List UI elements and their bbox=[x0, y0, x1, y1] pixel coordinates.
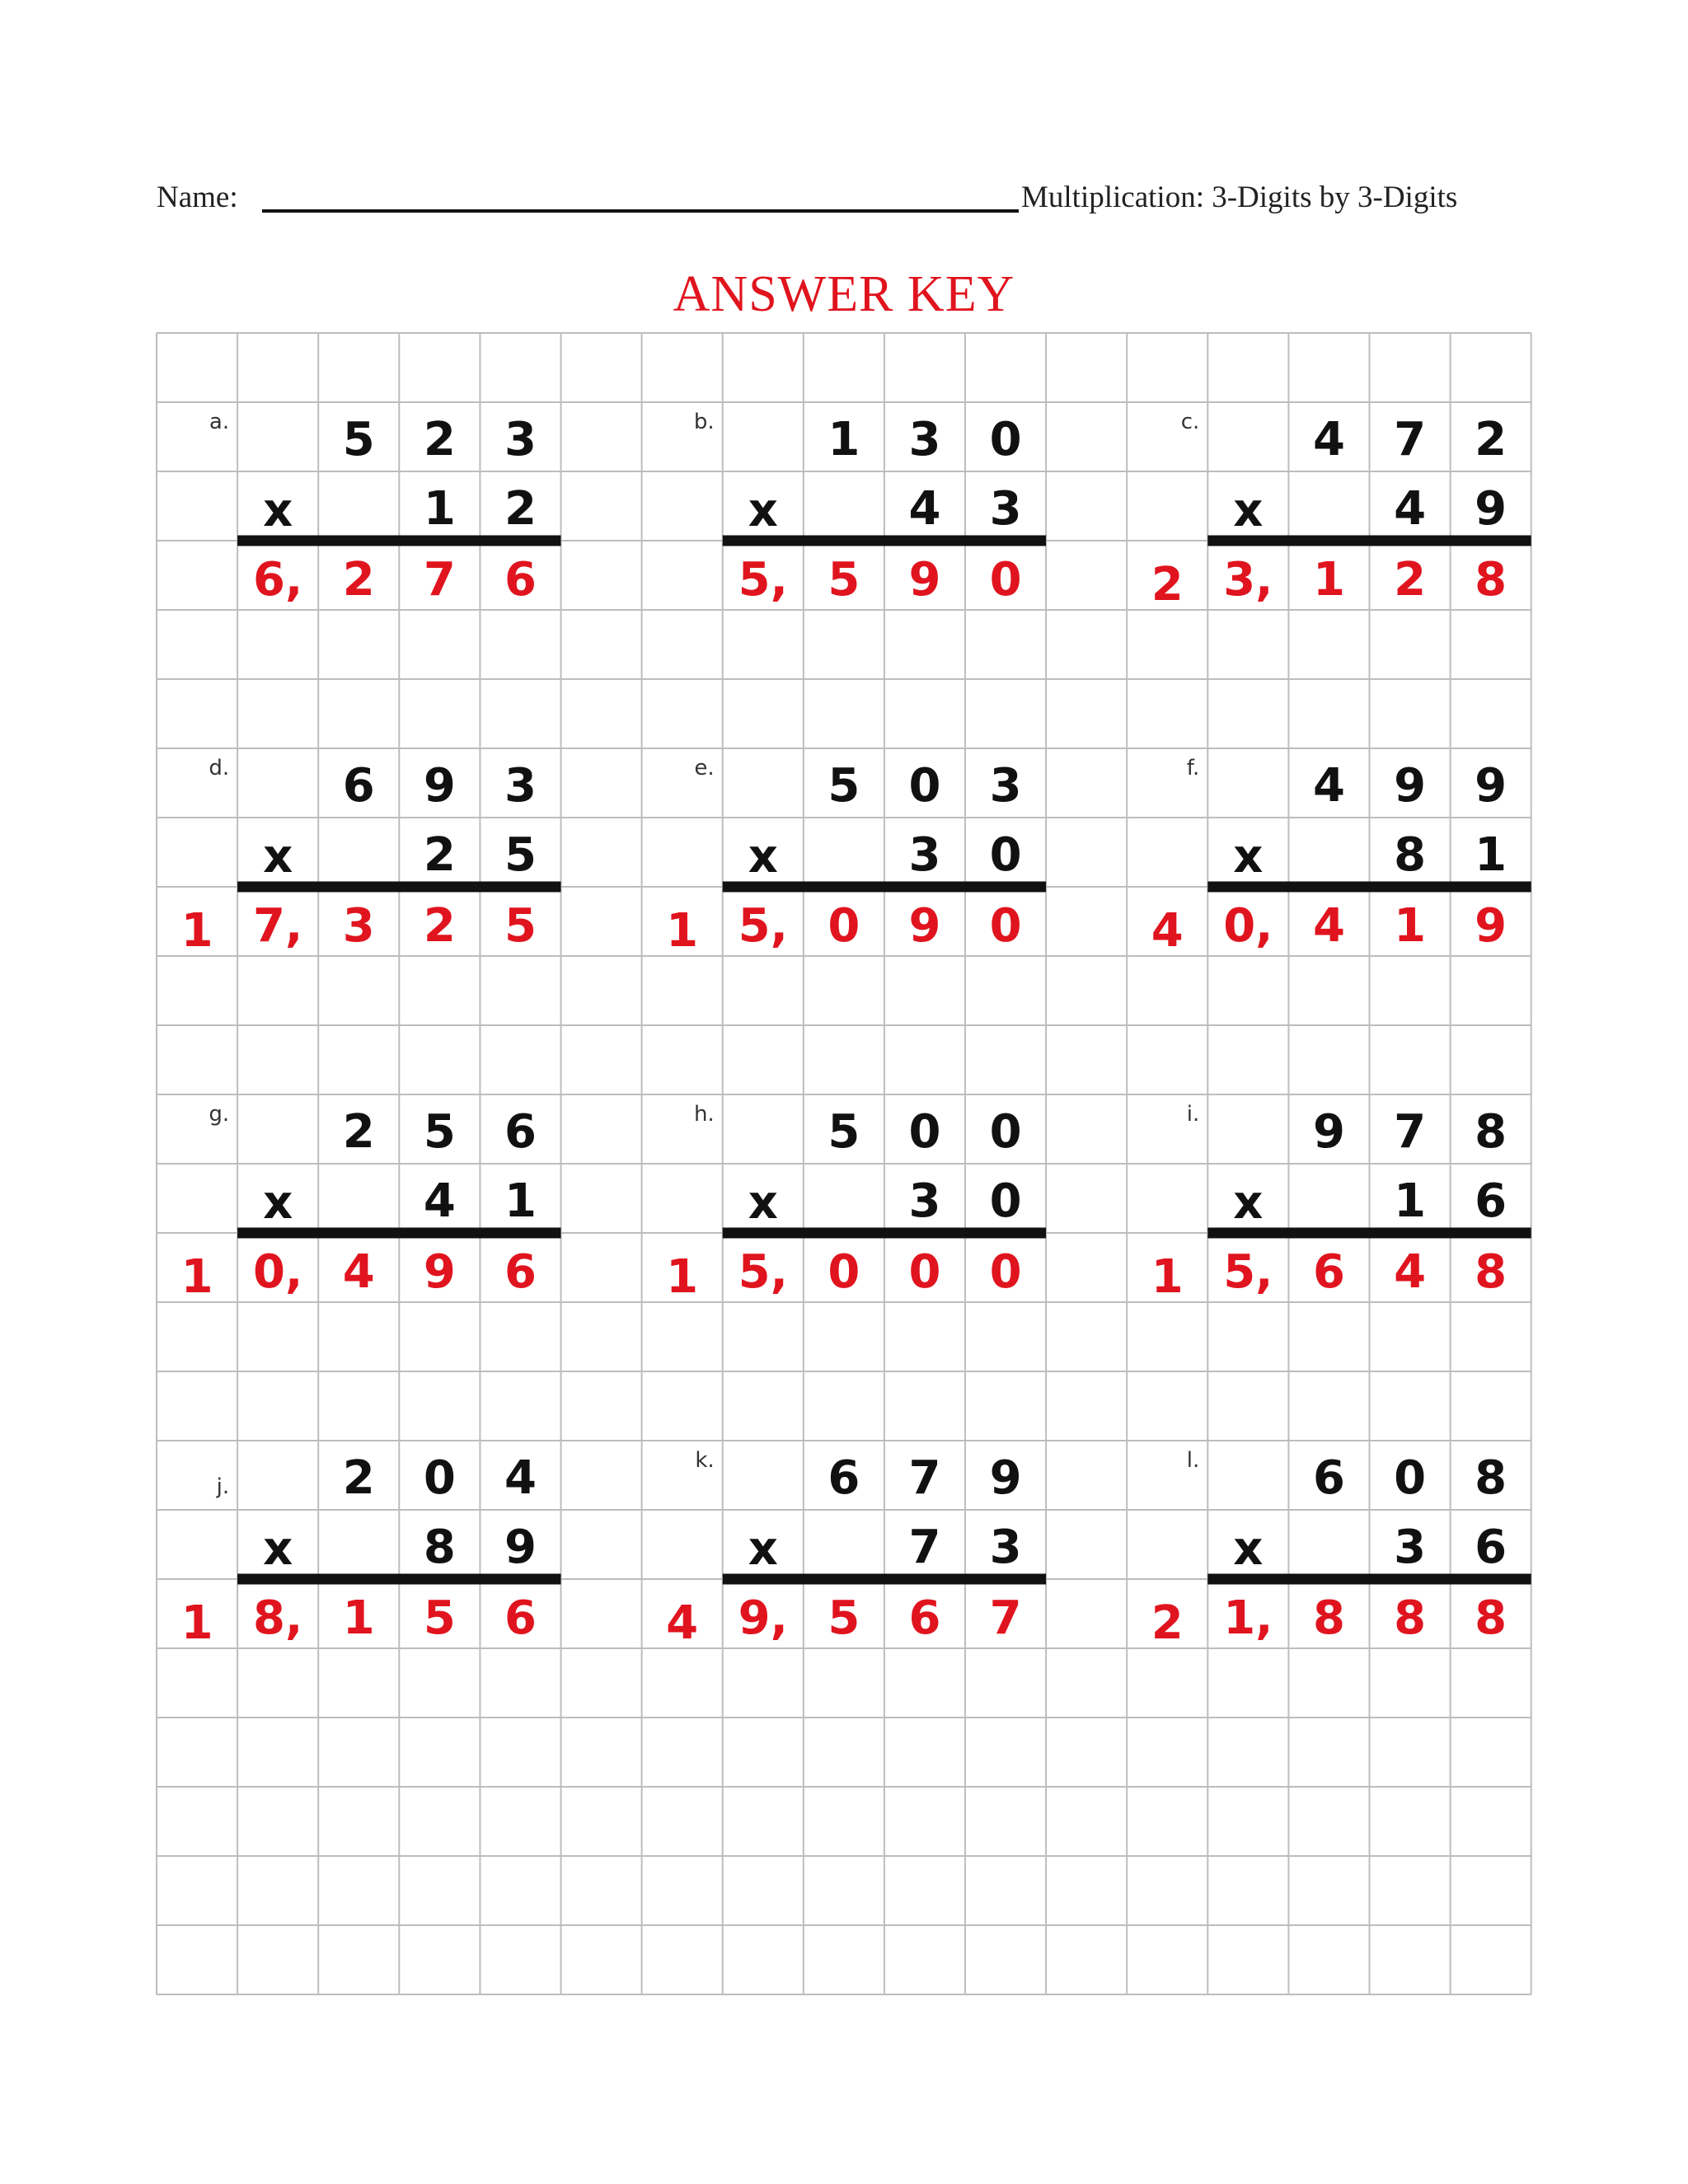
answer-digit: 6, bbox=[253, 553, 303, 607]
problem-letter: b. bbox=[693, 410, 715, 434]
answer-digit: 5, bbox=[1223, 1245, 1273, 1299]
answer-digit: 8 bbox=[1475, 1245, 1507, 1299]
problem-b bbox=[694, 410, 1046, 607]
answer-digit: 9 bbox=[908, 553, 941, 607]
answer-digit: 4 bbox=[1151, 904, 1184, 958]
answer-digit: 0, bbox=[253, 1245, 303, 1299]
multiply-sign: x bbox=[263, 484, 293, 537]
multiply-sign: x bbox=[1233, 1522, 1264, 1576]
multiplicand-digit: 0 bbox=[989, 1105, 1022, 1159]
multiplicand-digit: 4 bbox=[1312, 413, 1345, 466]
problem-letter: g. bbox=[209, 1102, 230, 1127]
answer-digit: 0 bbox=[908, 1245, 941, 1299]
multiplicand-digit: 0 bbox=[908, 1105, 941, 1159]
multiplicand-digit: 6 bbox=[1312, 1451, 1345, 1505]
multiplier-digit: 2 bbox=[423, 828, 456, 882]
multiplicand-digit: 1 bbox=[828, 413, 860, 466]
answer-digit: 1 bbox=[1151, 1250, 1184, 1304]
answer-digit: 9 bbox=[1475, 899, 1507, 953]
multiply-sign: x bbox=[748, 830, 778, 883]
multiplicand-digit: 5 bbox=[828, 759, 860, 813]
answer-digit: 5 bbox=[423, 1591, 456, 1645]
multiplier-digit: 6 bbox=[1475, 1174, 1507, 1228]
answer-digit: 8, bbox=[253, 1591, 303, 1645]
multiplicand-digit: 9 bbox=[989, 1451, 1022, 1505]
multiplier-digit: 3 bbox=[1394, 1521, 1427, 1574]
problem-letter: l. bbox=[1186, 1448, 1200, 1473]
multiplicand-digit: 7 bbox=[1394, 413, 1427, 466]
answer-digit: 9 bbox=[908, 899, 941, 953]
problem-letter: e. bbox=[694, 756, 715, 780]
answer-digit: 4 bbox=[666, 1596, 699, 1650]
problem-letter: c. bbox=[1180, 410, 1200, 434]
answer-digit: 1 bbox=[181, 1250, 213, 1304]
answer-digit: 1 bbox=[666, 1250, 699, 1304]
answer-digit: 8 bbox=[1475, 553, 1507, 607]
multiply-sign: x bbox=[748, 1522, 778, 1576]
answer-digit: 8 bbox=[1475, 1591, 1507, 1645]
multiplicand-digit: 2 bbox=[1475, 413, 1507, 466]
answer-digit: 5, bbox=[738, 899, 788, 953]
answer-digit: 3, bbox=[1223, 553, 1273, 607]
multiply-sign: x bbox=[263, 1176, 293, 1230]
multiplier-digit: 0 bbox=[989, 1174, 1022, 1228]
multiplicand-digit: 7 bbox=[908, 1451, 941, 1505]
answer-digit: 7 bbox=[989, 1591, 1022, 1645]
multiplier-digit: 0 bbox=[989, 828, 1022, 882]
multiplicand-digit: 9 bbox=[1312, 1105, 1345, 1159]
problem-letter: j. bbox=[216, 1474, 230, 1499]
answer-digit: 9, bbox=[738, 1591, 788, 1645]
answer-digit: 0 bbox=[828, 899, 860, 953]
multiplicand-digit: 6 bbox=[504, 1105, 537, 1159]
answer-key-title: ANSWER KEY bbox=[673, 266, 1015, 322]
multiplier-digit: 1 bbox=[423, 482, 456, 536]
multiplicand-digit: 2 bbox=[342, 1105, 375, 1159]
multiplicand-digit: 8 bbox=[1475, 1451, 1507, 1505]
multiplier-digit: 9 bbox=[504, 1521, 537, 1574]
answer-digit: 5, bbox=[738, 553, 788, 607]
answer-digit: 1 bbox=[181, 904, 213, 958]
multiplier-digit: 1 bbox=[504, 1174, 537, 1228]
answer-digit: 4 bbox=[1312, 899, 1345, 953]
multiplier-digit: 3 bbox=[908, 1174, 941, 1228]
multiplier-digit: 4 bbox=[908, 482, 941, 536]
multiplier-digit: 2 bbox=[504, 482, 537, 536]
name-label: Name: bbox=[157, 180, 238, 214]
answer-digit: 4 bbox=[342, 1245, 375, 1299]
multiply-sign: x bbox=[1233, 484, 1264, 537]
multiplier-digit: 3 bbox=[908, 828, 941, 882]
multiplicand-digit: 9 bbox=[1394, 759, 1427, 813]
multiplicand-digit: 0 bbox=[423, 1451, 456, 1505]
multiplicand-digit: 6 bbox=[342, 759, 375, 813]
problem-letter: k. bbox=[695, 1448, 715, 1473]
multiplier-digit: 8 bbox=[1394, 828, 1427, 882]
answer-digit: 0 bbox=[828, 1245, 860, 1299]
problem-letter: d. bbox=[209, 756, 230, 780]
answer-digit: 5, bbox=[738, 1245, 788, 1299]
worksheet-title: Multiplication: 3-Digits by 3-Digits bbox=[1021, 180, 1458, 214]
answer-digit: 0 bbox=[989, 899, 1022, 953]
answer-digit: 1, bbox=[1223, 1591, 1273, 1645]
multiplier-digit: 4 bbox=[423, 1174, 456, 1228]
answer-digit: 0, bbox=[1223, 899, 1273, 953]
answer-digit: 1 bbox=[342, 1591, 375, 1645]
multiply-sign: x bbox=[1233, 1176, 1264, 1230]
answer-digit: 3 bbox=[342, 899, 375, 953]
answer-digit: 7 bbox=[423, 553, 456, 607]
answer-digit: 2 bbox=[423, 899, 456, 953]
problems-layer bbox=[181, 410, 1531, 1650]
multiply-sign: x bbox=[748, 1176, 778, 1230]
answer-digit: 6 bbox=[908, 1591, 941, 1645]
multiplicand-digit: 3 bbox=[504, 759, 537, 813]
multiplier-digit: 3 bbox=[989, 482, 1022, 536]
answer-digit: 7, bbox=[253, 899, 303, 953]
problem-a bbox=[209, 410, 561, 607]
problem-letter: a. bbox=[209, 410, 230, 434]
answer-digit: 2 bbox=[1394, 553, 1427, 607]
multiplicand-digit: 0 bbox=[1394, 1451, 1427, 1505]
multiply-sign: x bbox=[263, 1522, 293, 1576]
answer-digit: 1 bbox=[1394, 899, 1427, 953]
multiplicand-digit: 6 bbox=[828, 1451, 860, 1505]
answer-digit: 4 bbox=[1394, 1245, 1427, 1299]
multiplier-digit: 6 bbox=[1475, 1521, 1507, 1574]
multiplicand-digit: 5 bbox=[828, 1105, 860, 1159]
multiplicand-digit: 2 bbox=[423, 413, 456, 466]
multiplicand-digit: 4 bbox=[1312, 759, 1345, 813]
multiplicand-digit: 7 bbox=[1394, 1105, 1427, 1159]
answer-digit: 0 bbox=[989, 1245, 1022, 1299]
multiplier-digit: 4 bbox=[1394, 482, 1427, 536]
multiply-sign: x bbox=[263, 830, 293, 883]
multiplicand-digit: 5 bbox=[342, 413, 375, 466]
multiplier-digit: 3 bbox=[989, 1521, 1022, 1574]
answer-digit: 1 bbox=[181, 1596, 213, 1650]
multiplier-digit: 9 bbox=[1475, 482, 1507, 536]
answer-digit: 1 bbox=[1312, 553, 1345, 607]
problem-letter: i. bbox=[1186, 1102, 1200, 1127]
answer-digit: 6 bbox=[504, 1591, 537, 1645]
multiplicand-digit: 5 bbox=[423, 1105, 456, 1159]
answer-digit: 6 bbox=[504, 1245, 537, 1299]
answer-digit: 6 bbox=[504, 553, 537, 607]
multiplicand-digit: 3 bbox=[989, 759, 1022, 813]
multiplicand-digit: 3 bbox=[504, 413, 537, 466]
multiplier-digit: 1 bbox=[1394, 1174, 1427, 1228]
multiplicand-digit: 8 bbox=[1475, 1105, 1507, 1159]
answer-digit: 9 bbox=[423, 1245, 456, 1299]
answer-digit: 6 bbox=[1312, 1245, 1345, 1299]
multiplicand-digit: 2 bbox=[342, 1451, 375, 1505]
multiplicand-digit: 0 bbox=[908, 759, 941, 813]
multiplicand-digit: 9 bbox=[423, 759, 456, 813]
multiplier-digit: 8 bbox=[423, 1521, 456, 1574]
multiplicand-digit: 9 bbox=[1475, 759, 1507, 813]
multiplier-digit: 1 bbox=[1475, 828, 1507, 882]
multiply-sign: x bbox=[1233, 830, 1264, 883]
answer-digit: 1 bbox=[666, 904, 699, 958]
answer-digit: 5 bbox=[828, 553, 860, 607]
multiply-sign: x bbox=[748, 484, 778, 537]
multiplier-digit: 7 bbox=[908, 1521, 941, 1574]
answer-digit: 5 bbox=[828, 1591, 860, 1645]
problem-letter: h. bbox=[693, 1102, 715, 1127]
problem-letter: f. bbox=[1186, 756, 1200, 780]
answer-digit: 2 bbox=[1151, 1596, 1184, 1650]
answer-digit: 2 bbox=[1151, 558, 1184, 612]
multiplicand-digit: 0 bbox=[989, 413, 1022, 466]
multiplier-digit: 5 bbox=[504, 828, 537, 882]
answer-digit: 8 bbox=[1312, 1591, 1345, 1645]
answer-digit: 2 bbox=[342, 553, 375, 607]
answer-digit: 0 bbox=[989, 553, 1022, 607]
answer-digit: 5 bbox=[504, 899, 537, 953]
multiplicand-digit: 4 bbox=[504, 1451, 537, 1505]
answer-digit: 8 bbox=[1394, 1591, 1427, 1645]
multiplicand-digit: 3 bbox=[908, 413, 941, 466]
